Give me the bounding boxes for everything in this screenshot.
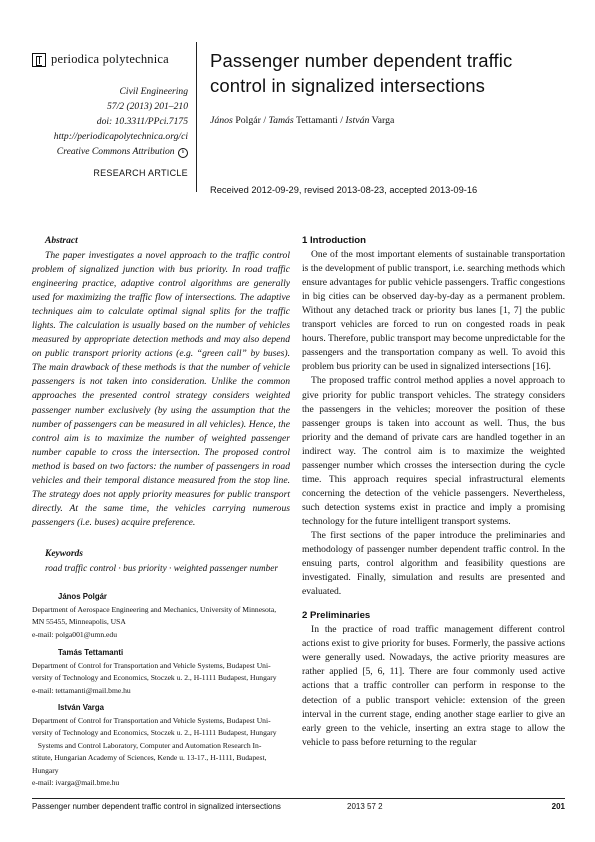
affiliation-line: Systems and Control Laboratory, Computer and Automation Research In- (32, 740, 262, 750)
author-3-last: Varga (371, 115, 395, 126)
journal-url[interactable]: http://periodicapolytechnica.org/ci (53, 131, 188, 142)
publication-meta (0, 84, 188, 159)
section-2-heading: 2 Preliminaries (302, 610, 371, 622)
paragraph: The proposed traffic control method applies a novel approach to give priority for public transport vehicles. The strategy considers the passengers in the vehicles; moreover the position of these passenger groups is taken into account as well. Thus, the bus priority and the demand of private cars are handled together in an indirect way. The control aim is to maximize the weighted passenger number which crosses the intersection during the cycle time. This approach requires special infrastructural elements concerning the detection of the vehicle passengers. Nevertheless, such detection systems exist in practice and imply a promising technology for the future intelligent transport systems. (302, 375, 565, 527)
header-divider (196, 42, 197, 192)
abstract-text: The paper investigates a novel approach to the traffic control problem of signalized junction with bus priority. In road traffic engineering practice, adaptive control algorithms are generally used for maximizing the traffic flow of intersections. The adaptive techniques aim to calculate optimal signal splits for the traffic lights. The calculation is usually based on the number of vehicles measured by appropriate detection methods and may also depend on public transport priority actions (e.g. “green call” by buses). The main drawback of these methods is that the number of vehicle passengers is not taken into consideration. Unlike the common approaches the presented control strategy considers weighted passenger number exclusively (by using the assumption that the number of passengers can be measured in all vehicles). Hence, the control aim is to maximize the number of weighted passenger number capable to cross the intersection. The proposed control method is based on two factors: the number of passengers in road vehicles and their temporal distance measured from the stop line. The strategy does not apply priority measures for public transport directly. At the same time, the vehicles carrying numerous passengers (i.e. buses) acquire preference. (32, 250, 290, 528)
author-3-first: István (345, 115, 370, 126)
cc-by-icon: b (178, 148, 188, 158)
received-dates: Received 2012-09-29, revised 2013-08-23, accepted 2013-09-16 (210, 185, 478, 195)
license-text: Creative Commons Attribution (56, 146, 175, 157)
author-separator: / (260, 115, 269, 126)
abstract-heading: Abstract (45, 236, 78, 246)
paragraph: The first sections of the paper introduce the preliminaries and methodology of passenger number dependent traffic control. In the ensuing parts, control algorithm and feasibility questions are investigated. Finally, simulation and results are presented and evaluated. (302, 529, 565, 598)
article-type: RESEARCH ARTICLE (93, 168, 188, 178)
paper-title: Passenger number dependent traffic control in signalized intersections (210, 50, 513, 96)
series-name: Civil Engineering (119, 86, 188, 97)
author-1-last: Polgár (235, 115, 261, 126)
affiliation-line: versity of Technology and Economics, Stoczek u. 2., H-1111 Budapest, Hungary (32, 673, 277, 683)
affiliation-email[interactable]: e-mail: ivarga@mail.bme.hu (32, 778, 120, 788)
affiliation-line: versity of Technology and Economics, Stoczek u. 2., H-1111 Budapest, Hungary (32, 728, 277, 738)
page-number: 201 (551, 802, 565, 811)
affiliation-email[interactable]: e-mail: tettamanti@mail.bme.hu (32, 685, 131, 695)
author-2-last: Tettamanti (296, 115, 338, 126)
author-separator: / (337, 115, 346, 126)
affiliation-2-name: Tamás Tettamanti (58, 648, 124, 657)
keywords-heading: Keywords (45, 549, 83, 559)
journal-name: periodica polytechnica (51, 52, 169, 66)
affiliation-line: MN 55455, Minneapolis, USA (32, 617, 126, 627)
affiliation-email[interactable]: e-mail: polga001@umn.edu (32, 629, 118, 639)
section-1-heading: 1 Introduction (302, 235, 366, 246)
doi[interactable]: doi: 10.3311/PPci.7175 (96, 116, 188, 127)
author-1-first: János (210, 115, 233, 126)
issue-info: 2013 57 2 (347, 802, 383, 811)
affiliation-line: Hungary (32, 765, 59, 775)
volume-info: 57/2 (2013) 201–210 (106, 101, 188, 112)
affiliation-line: Department of Aerospace Engineering and Mechanics, University of Minnesota, (32, 605, 277, 614)
license-line (0, 144, 188, 159)
affiliation-3 (32, 715, 290, 789)
pp-logo-icon (32, 53, 46, 67)
author-list (210, 115, 394, 126)
running-title: Passenger number dependent traffic control in signalized intersections (32, 802, 281, 811)
affiliation-1 (32, 604, 290, 641)
paragraph: One of the most important elements of sustainable transportation is the development of public transport, i.e. searching methods which ensure advantages for public vehicle passengers. Traffic congestions in big cities can be observed day-by-day as a permanent problem. Without any detached track or priority bus lanes [1, 7] the public transport vehicles are forced to run on congested roads in peak hours. Therefore, public transport may become unpredictable for the passengers and the transportation company as well. To avoid this problem bus priority can be used in signalized intersections [16]. (302, 249, 565, 373)
affiliation-line: Department of Control for Transportation and Vehicle Systems, Budapest Uni- (32, 716, 271, 725)
affiliation-2 (32, 660, 290, 697)
keywords-text: road traffic control · bus priority · weighted passenger number (45, 564, 279, 574)
author-2-first: Tamás (268, 115, 294, 126)
affiliation-1-name: János Polgár (58, 592, 107, 601)
body-column (302, 234, 565, 750)
affiliation-line: stitute, Hungarian Academy of Sciences, Kende u. 13-17., H-1111, Budapest, (32, 753, 267, 763)
paragraph: In the practice of road traffic management different control actions exist to give priority for buses. Formerly, the passive actions were generally used. Nowadays, the active priority measures are rather applied [5, 6, 11]. There are four commonly used active actions that a traffic controller can perform in response to the detection of a public transport vehicle: extension of the green interval in the current stage, ending another stage earlier to give an early green to the vehicle, inserting an extra stage to allow the vehicle to pass before returning to the regular (302, 624, 565, 748)
affiliation-3-name: István Varga (58, 703, 104, 712)
footer-rule (32, 798, 565, 799)
affiliation-line: Department of Control for Transportation and Vehicle Systems, Budapest Uni- (32, 661, 271, 670)
journal-logo (32, 52, 169, 67)
